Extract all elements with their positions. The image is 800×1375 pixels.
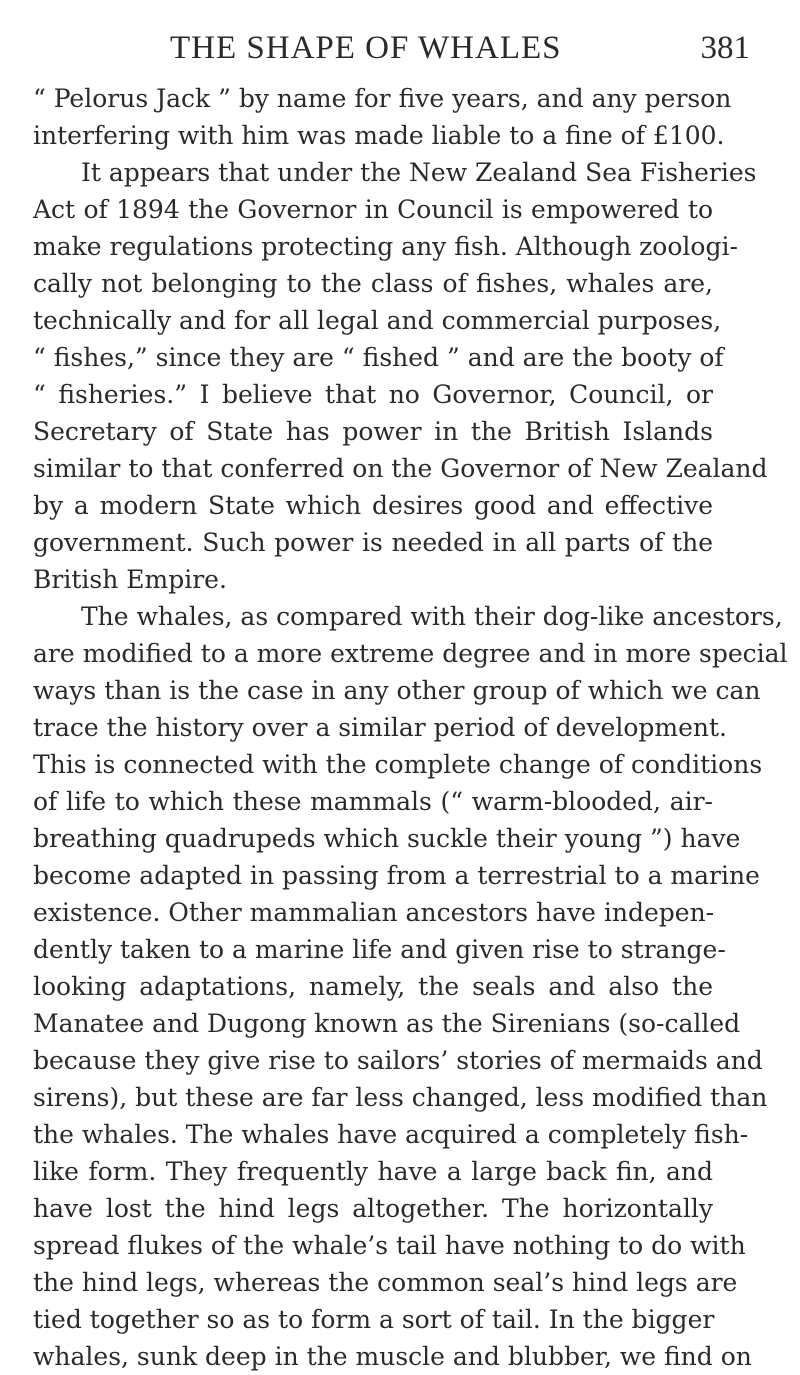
text-line: cally not belonging to the class of fishes, whales are, <box>33 269 713 298</box>
text-line: breathing quadrupeds which suckle their young ”) have <box>33 824 741 853</box>
page-number: 381 <box>700 30 750 66</box>
text-line: become adapted in passing from a terrestrial to a marine <box>33 861 760 890</box>
text-line: because they give rise to sailors’ stories of mermaids and <box>33 1046 763 1075</box>
text-line: looking adaptations, namely, the seals and also the <box>33 972 713 1001</box>
text-line: of life to which these mammals (“ warm-blooded, air- <box>33 787 713 816</box>
text-line: the hind legs, whereas the common seal’s hind legs are <box>33 1268 738 1297</box>
text-line: spread flukes of the whale’s tail have nothing to do with <box>33 1231 746 1260</box>
paragraph-end-line: British Empire. <box>33 565 227 594</box>
text-line: existence. Other mammalian ancestors have indepen- <box>33 898 715 927</box>
text-line: This is connected with the complete change of conditions <box>33 750 763 779</box>
text-line: like form. They frequently have a large back fin, and <box>33 1157 713 1186</box>
text-line: the whales. The whales have acquired a completely fish- <box>33 1120 749 1149</box>
text-line: similar to that conferred on the Governor of New Zealand <box>33 454 768 483</box>
running-head <box>170 30 750 70</box>
text-line: by a modern State which desires good and effective <box>33 491 713 520</box>
text-line: technically and for all legal and commercial purposes, <box>33 306 722 335</box>
text-line: government. Such power is needed in all parts of the <box>33 528 713 557</box>
text-line: ways than is the case in any other group of which we can <box>33 676 761 705</box>
text-line: “ fishes,” since they are “ fished ” and are the booty of <box>33 343 724 372</box>
text-line: have lost the hind legs altogether. The horizontally <box>33 1194 713 1223</box>
text-line: dently taken to a marine life and given rise to strange- <box>33 935 726 964</box>
paragraph-start-line: The whales, as compared with their dog-like ancestors, <box>81 602 783 631</box>
body-text <box>33 80 788 1375</box>
text-line: interfering with him was made liable to a fine of £100. <box>33 121 725 150</box>
text-line: sirens), but these are far less changed, less modified than <box>33 1083 768 1112</box>
text-line: tied together so as to form a sort of tail. In the bigger <box>33 1305 715 1334</box>
text-line: “ Pelorus Jack ” by name for five years, and any person <box>33 84 732 113</box>
text-line: make regulations protecting any fish. Although zoologi- <box>33 232 738 261</box>
running-title: THE SHAPE OF WHALES <box>170 30 562 66</box>
text-line: Secretary of State has power in the British Islands <box>33 417 713 446</box>
text-line: are modified to a more extreme degree and in more special <box>33 639 788 668</box>
text-line: whales, sunk deep in the muscle and blubber, we find on <box>33 1342 752 1371</box>
paragraph-start-line: It appears that under the New Zealand Sea Fisheries <box>81 158 757 187</box>
text-line: trace the history over a similar period of development. <box>33 713 727 742</box>
text-line: Act of 1894 the Governor in Council is empowered to <box>33 195 713 224</box>
text-line: Manatee and Dugong known as the Sirenians (so-called <box>33 1009 741 1038</box>
text-line: “ fisheries.” I believe that no Governor, Council, or <box>33 380 713 409</box>
